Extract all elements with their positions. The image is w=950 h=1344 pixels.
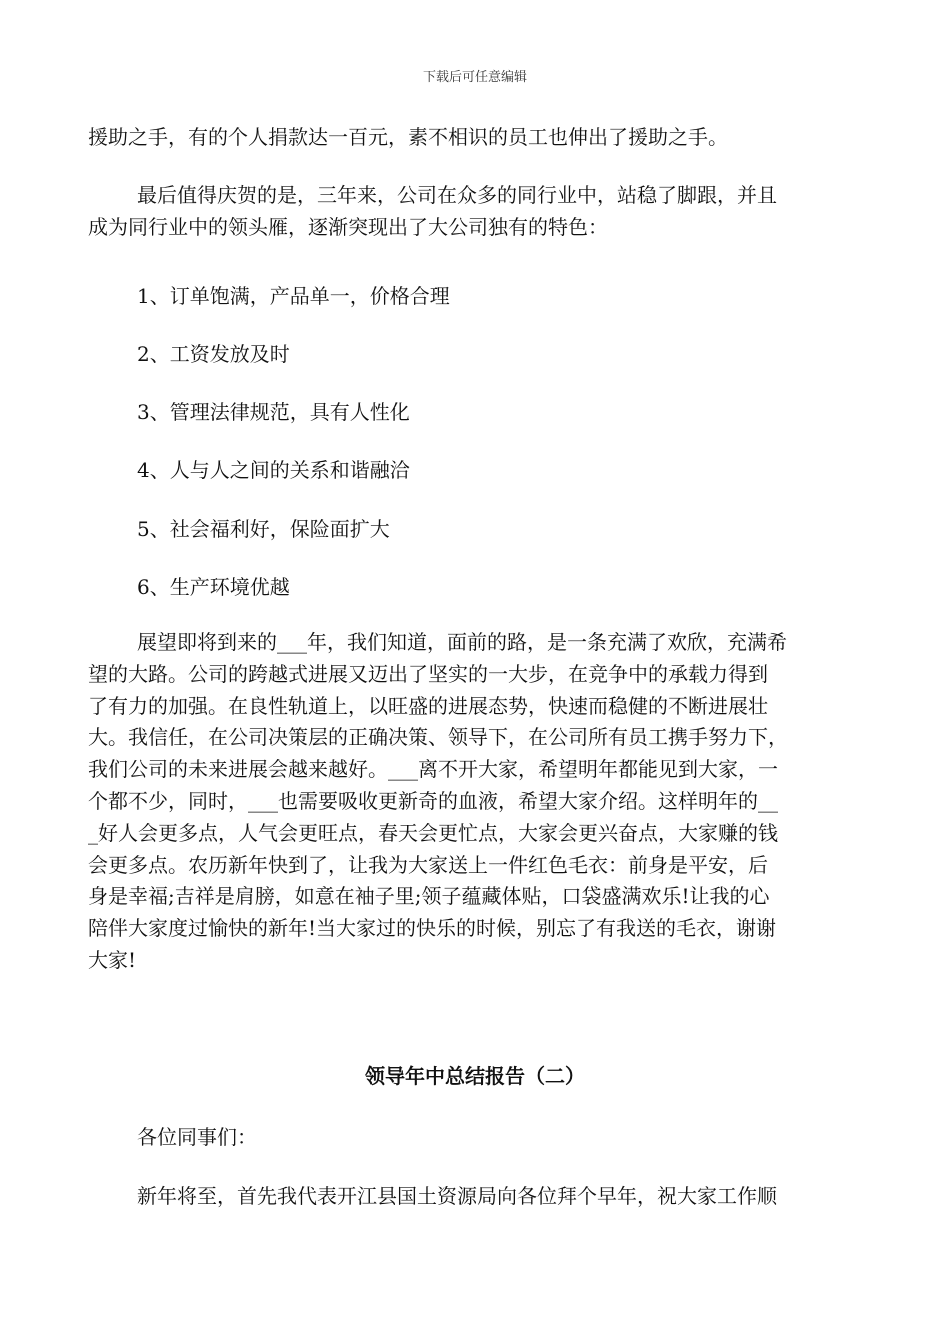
- paragraph-line: 成为同行业中的领头雁，逐渐突现出了大公司独有的特色：: [88, 214, 608, 239]
- list-item: 6、生产环境优越: [137, 575, 290, 599]
- section-title: 领导年中总结报告（二）: [365, 1064, 585, 1088]
- paragraph-line: 了有力的加强。在良性轨道上，以旺盛的进展态势，快速而稳健的不断进展壮: [88, 693, 768, 718]
- paragraph-line: 我们公司的未来进展会越来越好。___离不开大家，希望明年都能见到大家，一: [88, 757, 778, 782]
- paragraph-line: 大。我信任，在公司决策层的正确决策、领导下，在公司所有员工携手努力下，: [88, 725, 788, 750]
- paragraph-line: 身是幸福;吉祥是肩膀，如意在袖子里;领子蕴藏体贴，口袋盛满欢乐!让我的心: [88, 884, 770, 909]
- paragraph-line: 展望即将到来的___年，我们知道，面前的路，是一条充满了欢欣，充满希: [137, 630, 787, 654]
- paragraph-line: 会更多点。农历新年快到了，让我为大家送上一件红色毛衣：前身是平安，后: [88, 852, 768, 877]
- salutation: 各位同事们：: [137, 1125, 257, 1149]
- paragraph-newyear: 新年将至，首先我代表开江县国土资源局向各位拜个早年，祝大家工作顺: [137, 1184, 777, 1208]
- paragraph-intro: 援助之手，有的个人捐款达一百元，素不相识的员工也伸出了援助之手。: [88, 125, 728, 149]
- list-item: 5、社会福利好，保险面扩大: [137, 517, 390, 541]
- paragraph-line: 大家!: [88, 947, 137, 972]
- paragraph-celebrate: [88, 180, 863, 244]
- paragraph-line: 陪伴大家度过愉快的新年!当大家过的快乐的时候，别忘了有我送的毛衣，谢谢: [88, 916, 777, 941]
- paragraph-outlook: [88, 627, 863, 977]
- paragraph-line: 个都不少，同时，___也需要吸收更新奇的血液，希望大家介绍。这样明年的__: [88, 788, 778, 813]
- list-item: 2、工资发放及时: [137, 342, 290, 366]
- list-item: 1、订单饱满，产品单一，价格合理: [137, 284, 450, 308]
- paragraph-line: 最后值得庆贺的是，三年来，公司在众多的同行业中，站稳了脚跟，并且: [137, 183, 777, 207]
- paragraph-line: 望的大路。公司的跨越式进展又迈出了坚实的一大步，在竞争中的承载力得到: [88, 661, 768, 686]
- list-item: 4、人与人之间的关系和谐融洽: [137, 458, 410, 482]
- paragraph-line: _好人会更多点，人气会更旺点，春天会更忙点，大家会更兴奋点，大家赚的钱: [88, 820, 778, 845]
- page-header: 下载后可任意编辑: [422, 70, 527, 85]
- list-item: 3、管理法律规范，具有人性化: [137, 400, 410, 424]
